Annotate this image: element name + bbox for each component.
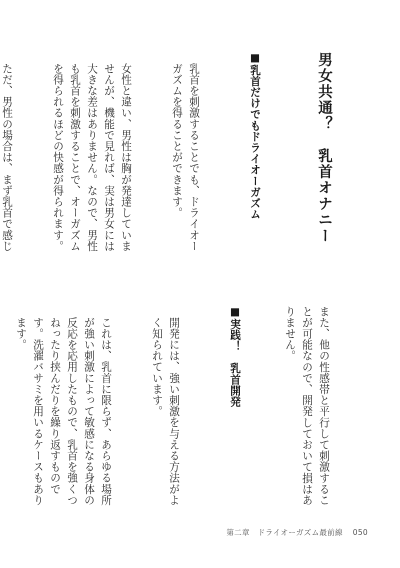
body-paragraph: 女性と違い、男性は胸が発達していませんが、機能で見れば、実は男女には大きな差はありません。なので、男性も乳首を刺激することで、オーガズムを得られるほどの快感が得られます。 xyxy=(52,62,132,252)
section-heading-dry-orgasm: ■乳首だけでもドライオーガズム xyxy=(249,52,261,220)
upper-text-block xyxy=(1,52,366,257)
body-paragraph: 開発には、強い刺激を与える方法がよく知られています。 xyxy=(151,316,180,506)
lower-text-block xyxy=(15,306,366,516)
body-paragraph: これは、乳首に限らず、あらゆる場所が強い刺激によって敏感になる身体の反応を応用したもので、乳首を強くつねったり挟んだりを繰り返すものです。洗濯バサミを用いるケースもあります。 xyxy=(15,316,112,506)
body-paragraph-continued: また、他の性感帯と平行して刺激することが可能なので、開発しておいて損はありません。 xyxy=(284,306,330,506)
section-heading-practice: ■実践！ 乳首開発 xyxy=(229,306,241,408)
page-number: 050 xyxy=(352,528,368,537)
body-paragraph: 乳首を刺激することでも、ドライオーガズムを得ることができます。 xyxy=(171,62,200,252)
page-title: 男女共通？ 乳首オナニー xyxy=(316,52,332,244)
running-chapter-title: 第二章 ドライオーガズム最前線 xyxy=(226,528,343,537)
body-paragraph: ただ、男性の場合は、まず乳首で感じ xyxy=(1,62,13,252)
page-footer xyxy=(226,527,368,538)
